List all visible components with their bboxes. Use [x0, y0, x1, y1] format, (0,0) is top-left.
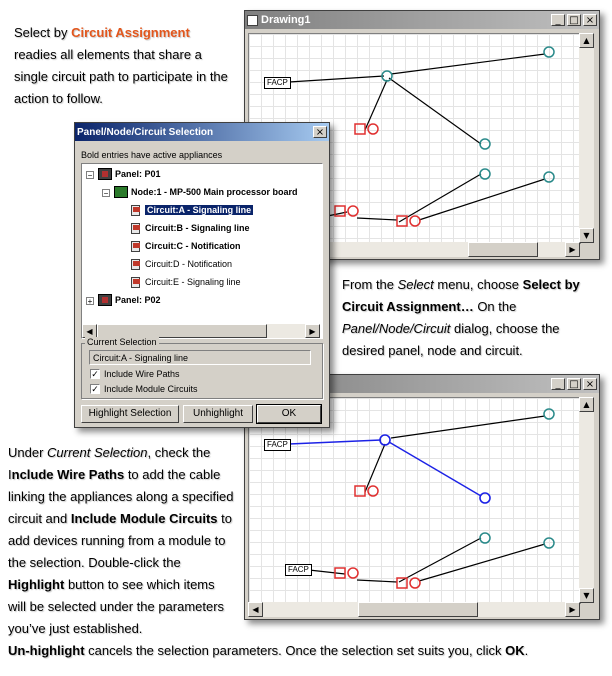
- circuit-icon: [130, 222, 142, 233]
- intro-highlight: Circuit Assignment: [71, 25, 190, 40]
- text-run: Select by Circuit Assignment…: [342, 277, 580, 314]
- tree-item-panel-p01[interactable]: [98, 168, 161, 180]
- circuit-icon: [130, 204, 142, 215]
- scroll-thumb[interactable]: [358, 602, 478, 617]
- include-module-circuits-label: Include Module Circuits: [104, 384, 198, 394]
- drawing-titlebar-top[interactable]: [245, 11, 599, 29]
- scroll-left-button[interactable]: ◀: [248, 602, 263, 617]
- text-run: Include Module Circuits: [70, 511, 218, 526]
- text-run: OK: [505, 643, 525, 658]
- maximize-button[interactable]: □: [567, 14, 581, 26]
- text-run: Select: [397, 277, 434, 292]
- minimize-button[interactable]: _: [551, 14, 565, 26]
- appliance-icons: [335, 124, 420, 226]
- close-button[interactable]: ×: [583, 14, 597, 26]
- text-run: Panel/Node/Circuit: [342, 321, 451, 336]
- smoke-detector-icons: [480, 409, 554, 548]
- text-run: dialog, choose the desired panel, node and circuit.: [342, 321, 560, 358]
- tree-item-node-1[interactable]: [114, 186, 298, 198]
- text-run: to add the cable linking the appliances along a specified circuit and: [8, 467, 234, 526]
- tree-label: Circuit:B - Signaling line: [145, 222, 250, 233]
- scroll-up-button[interactable]: ▲: [579, 397, 594, 412]
- drawing-canvas-bottom[interactable]: [248, 397, 581, 604]
- vertical-scrollbar-bottom[interactable]: [579, 397, 594, 603]
- tree-item-circuit-c[interactable]: [130, 240, 241, 251]
- text-run: menu, choose: [433, 277, 523, 292]
- text-run: , check the I: [8, 445, 211, 482]
- tree-item-circuit-a[interactable]: [130, 204, 253, 215]
- tree-horizontal-scrollbar[interactable]: [82, 324, 320, 338]
- scroll-down-button[interactable]: ▼: [579, 228, 594, 243]
- vertical-scrollbar-top[interactable]: [579, 33, 594, 243]
- checkbox-box[interactable]: ✓: [91, 384, 99, 394]
- node-icon: [114, 186, 128, 198]
- scroll-thumb[interactable]: [97, 324, 267, 338]
- dialog-title: Panel/Node/Circuit Selection: [77, 126, 214, 138]
- circuit-icon: [130, 258, 142, 269]
- tree-label: Circuit:D - Notification: [145, 258, 233, 269]
- smoke-detector-icons: [382, 47, 554, 182]
- tree-item-circuit-d[interactable]: [130, 258, 232, 269]
- facp-symbol-top[interactable]: FACP: [264, 77, 291, 89]
- collapse-toggle-p01[interactable]: −: [87, 171, 93, 180]
- horizontal-scrollbar-bottom[interactable]: [248, 602, 580, 617]
- highlight-selection-button[interactable]: Highlight Selection: [81, 405, 179, 423]
- intro-prefix: Select by: [14, 25, 72, 40]
- bottom-left-text: [8, 442, 236, 640]
- tree-item-panel-p02[interactable]: [98, 294, 161, 306]
- drawing-doc-icon: [247, 15, 258, 26]
- scroll-right-button[interactable]: ▶: [565, 242, 580, 257]
- unhighlight-button[interactable]: Unhighlight: [183, 405, 253, 423]
- scroll-down-button[interactable]: ▼: [579, 588, 594, 603]
- tree-label: Circuit:C - Notification: [145, 240, 241, 251]
- facp-symbol-bottom-1[interactable]: FACP: [264, 439, 291, 451]
- close-button[interactable]: ×: [583, 378, 597, 390]
- include-wire-paths-label: Include Wire Paths: [104, 369, 180, 379]
- include-module-circuits-checkbox[interactable]: [90, 384, 198, 394]
- text-run: Un-highlight: [8, 643, 85, 658]
- tree-label: Circuit:E - Signaling line: [145, 276, 241, 287]
- scroll-right-button[interactable]: ▶: [565, 602, 580, 617]
- dialog-titlebar[interactable]: [75, 123, 329, 141]
- tree-item-circuit-e[interactable]: [130, 276, 241, 287]
- circuit-icon: [130, 276, 142, 287]
- dialog-hint: Bold entries have active appliances: [81, 150, 223, 160]
- text-run: Current Selection: [47, 445, 148, 460]
- text-run: button to see which items will be selected under the parameters you’ve just established.: [8, 577, 225, 636]
- dialog-close-button[interactable]: ×: [313, 126, 327, 138]
- scroll-right-button[interactable]: ▶: [305, 324, 320, 338]
- scroll-thumb[interactable]: [468, 242, 538, 257]
- tree-label: Panel: P01: [115, 169, 161, 179]
- tree-label: Panel: P02: [115, 295, 161, 305]
- maximize-button[interactable]: □: [567, 378, 581, 390]
- current-selection-field: Circuit:A - Signaling line: [89, 350, 311, 365]
- expand-toggle-p02[interactable]: +: [87, 297, 93, 306]
- text-run: cancels the selection parameters. Once the selection set suits you, click: [84, 643, 506, 658]
- text-run: From the: [342, 277, 398, 292]
- ok-button[interactable]: OK: [257, 405, 321, 423]
- scroll-left-button[interactable]: ◀: [82, 324, 97, 338]
- panel-icon: [98, 168, 112, 180]
- text-run: .: [524, 643, 529, 658]
- panel-icon: [98, 294, 112, 306]
- tree-label: Circuit:A - Signaling line: [147, 204, 252, 215]
- panel-node-circuit-dialog: [74, 122, 330, 428]
- tree-item-circuit-b[interactable]: [130, 222, 250, 233]
- current-selection-label: Current Selection: [87, 337, 157, 347]
- intro-rest: readies all elements that share a single circuit path to participate in the action to follow.: [14, 47, 228, 106]
- highlighted-wire-lines: [289, 440, 481, 496]
- collapse-toggle-node1[interactable]: −: [103, 189, 109, 198]
- tree-label: Node:1 - MP-500 Main processor board: [131, 187, 298, 197]
- appliance-icons: [335, 486, 420, 588]
- drawing-title-top: Drawing1: [261, 14, 311, 26]
- text-run: Highlight: [8, 577, 65, 592]
- include-wire-paths-checkbox[interactable]: [90, 369, 180, 379]
- panel-tree[interactable]: [81, 163, 323, 339]
- facp-symbol-bottom-2[interactable]: FACP: [285, 564, 312, 576]
- text-run: to add devices running from a module to the selection. Double-click the: [8, 511, 232, 570]
- scroll-up-button[interactable]: ▲: [579, 33, 594, 48]
- intro-text: [14, 22, 236, 110]
- checkbox-box[interactable]: ✓: [91, 369, 99, 379]
- minimize-button[interactable]: _: [551, 378, 565, 390]
- text-run: Under: [8, 445, 48, 460]
- text-run: On the: [473, 299, 517, 314]
- middle-text: [342, 274, 598, 362]
- final-text-line: [8, 640, 608, 662]
- text-run: nclude Wire Paths: [11, 467, 125, 482]
- circuit-icon: [130, 240, 142, 251]
